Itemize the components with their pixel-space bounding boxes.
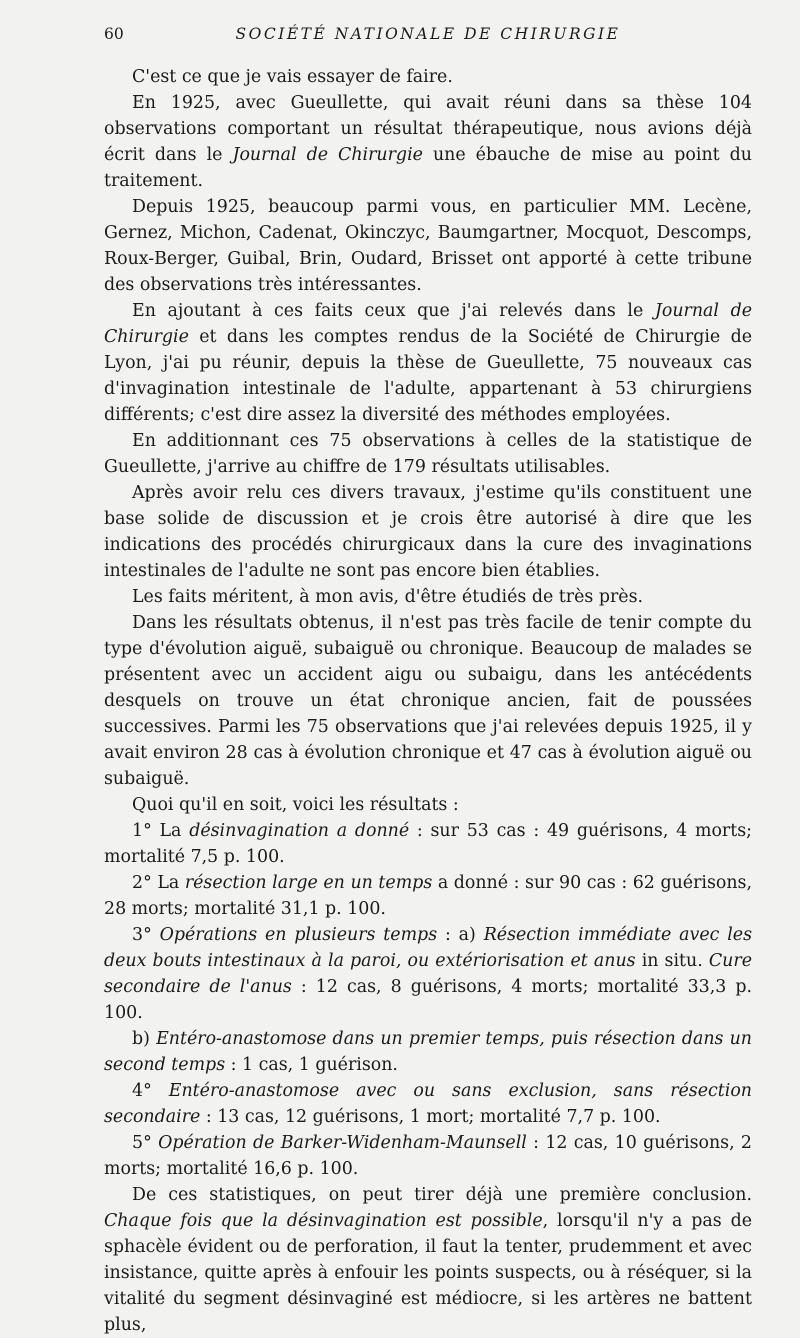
conclusion-paragraph: De ces statistiques, on peut tirer déjà une première conclusion. Chaque fois que la désinvagination est possible, lorsqu'il n'y a pas de sphacèle évident ou de perforation, il faut la tenter, prudemment et avec insistance, quitte après à enfouir les points suspects, ou à réséquer, si la vitalité du segment désinvaginé est médiocre, si les artères ne battent plus, [104,1185,752,1335]
running-title: SOCIÉTÉ NATIONALE DE CHIRURGIE [235,25,621,43]
paragraph: En ajoutant à ces faits ceux que j'ai relevés dans le Journal de Chirurgie et dans les comptes rendus de la Société de Chirurgie de Lyon, j'ai pu réunir, depuis la thèse de Gueullette, 75 nouveaux cas d'invagination intestinale de l'adulte, appartenant à 53 chirurgiens différents; c'est dire assez la diversité des méthodes employées. [104,301,752,425]
paragraph: En additionnant ces 75 observations à celles de la statistique de Gueullette, j'arrive au chiffre de 179 résultats utilisables. [104,431,752,477]
paragraph: Les faits méritent, à mon avis, d'être étudiés de très près. [132,587,644,607]
result-item-3b: b) Entéro-anastomose dans un premier temps, puis résection dans un second temps : 1 cas, 1 guérison. [104,1029,752,1075]
paragraph: Depuis 1925, beaucoup parmi vous, en particulier MM. Lecène, Gernez, Michon, Cadenat, Okinczyc, Baumgartner, Mocquot, Descomps, Roux-Berger, Guibal, Brin, Oudard, Brisset ont apporté à cette tribune des observations très intéressantes. [104,197,752,295]
paragraph: Après avoir relu ces divers travaux, j'estime qu'ils constituent une base solide de discussion et je crois être autorisé à dire que les indications des procédés chirurgicaux dans la cure des invaginations intestinales de l'adulte ne sont pas encore bien établies. [104,483,752,581]
paragraph: C'est ce que je vais essayer de faire. [132,67,453,87]
result-item-1: 1° La désinvagination a donné : sur 53 cas : 49 guérisons, 4 morts; mortalité 7,5 p. 100. [104,821,752,867]
result-item-5: 5° Opération de Barker-Widenham-Maunsell : 12 cas, 10 guérisons, 2 morts; mortalité 16,6 p. 100. [104,1133,752,1179]
paragraph: En 1925, avec Gueullette, qui avait réuni dans sa thèse 104 observations comportant un résultat thérapeutique, nous avions déjà écrit dans le Journal de Chirurgie une ébauche de mise au point du traitement. [104,93,752,191]
result-item-4: 4° Entéro-anastomose avec ou sans exclusion, sans résection secondaire : 13 cas, 12 guérisons, 1 mort; mortalité 7,7 p. 100. [104,1081,752,1127]
result-item-3a: 3° Opérations en plusieurs temps : a) Résection immédiate avec les deux bouts intestinaux à la paroi, ou extériorisation et anus in situ. Cure secondaire de l'anus : 12 cas, 8 guérisons, 4 morts; mortalité 33,3 p. 100. [104,925,753,1023]
page-number: 60 [104,25,124,43]
paragraph: Quoi qu'il en soit, voici les résultats : [132,795,459,815]
paragraph: Dans les résultats obtenus, il n'est pas très facile de tenir compte du type d'évolution aiguë, subaiguë ou chronique. Beaucoup de malades se présentent avec un accident aigu ou subaigu, dans les antécédents desquels on trouve un état chronique ancien, fait de poussées successives. Parmi les 75 observations que j'ai relevées depuis 1925, il y avait environ 28 cas à évolution chronique et 47 cas à évolution aiguë ou subaiguë. [104,613,752,789]
article-body [104,64,752,1338]
result-item-2: 2° La résection large en un temps a donné : sur 90 cas : 62 guérisons, 28 morts; mortalité 31,1 p. 100. [104,873,752,919]
page-header [104,22,752,46]
